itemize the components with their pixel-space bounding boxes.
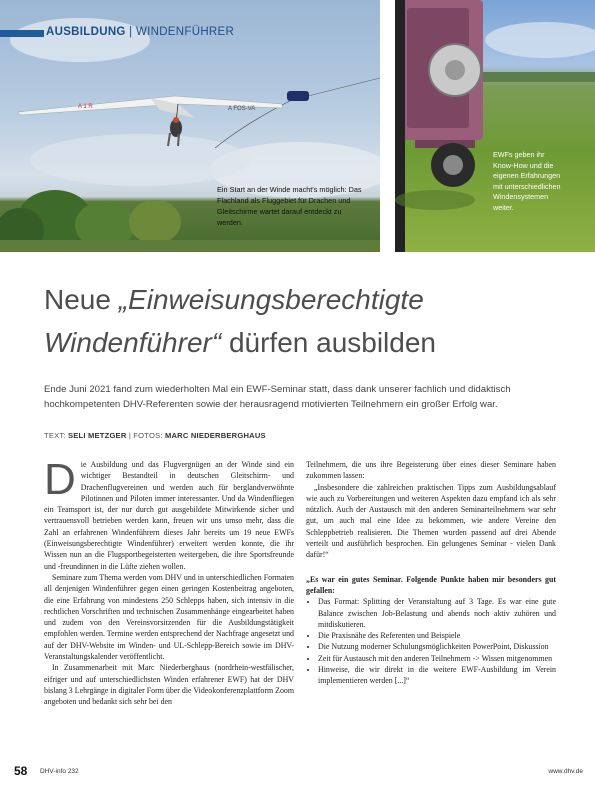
list-item: • Das Format: Splitting der Veranstaltung auf 3 Tage. Es war eine gute Balance zwischen Job-Belastung und abends noch aktiv zuhören und mitdiskutieren.	[318, 596, 556, 630]
drop-cap: D	[44, 455, 76, 504]
article-headline	[44, 278, 564, 364]
paragraph-1	[44, 455, 294, 572]
headline-part2: dürfen ausbilden	[221, 327, 436, 358]
paragraph-4: Teilnehmern, die uns ihre Begeisterung über eines dieser Seminare haben zukommen lassen:	[306, 460, 556, 481]
kicker-category: AUSBILDUNG	[46, 26, 126, 38]
quote-heading: „Es war ein gutes Seminar. Folgende Punkte haben mir besonders gut gefallen:	[306, 574, 556, 595]
glider-sail-text: A 1 R	[78, 104, 93, 110]
footer-url: www.dhv.de	[548, 768, 583, 775]
byline-photo-label: | FOTOS:	[128, 431, 163, 440]
feedback-bullet-list	[306, 596, 556, 686]
paragraph-2: Seminare zum Thema werden vom DHV und in unterschiedlichen Formaten all denjenigen Windenführer gegen einen geringen Kostenbeitrag angeboten, die eine Erfahrung von mindestens 250 Schlepps haben, sich intensiv in die rechtlichen Vorschriften und technischen Zusammenhänge eingearbeitet haben und zudem von den Vereinsvorsitzenden für die Ausbildungstätigkeit empfohlen werden. Termine werden entsprechend der Nachfrage angesetzt und auf der DHV-Website im Winden- und UL-Schlepp-Bereich sowie im DHV-Veranstaltungskalender veröffentlicht.	[44, 572, 294, 662]
kicker-separator: |	[125, 26, 136, 38]
right-photo-caption: EWFs geben ihr Know-How und die eigenen Erfahrungen mit unterschiedlichen Windensystemen weiter.	[493, 150, 561, 212]
winch-photo	[395, 0, 595, 252]
glider-registration-text: A FOS-VA	[228, 106, 256, 112]
left-photo-caption: Ein Start an der Winde macht's möglich: Das Flachland als Fluggebiet für Drachen und Gleitschirme wartet darauf entdeckt zu werden.	[217, 185, 362, 227]
page-number: 58	[14, 764, 28, 778]
paragraph-3: In Zusammenarbeit mit Marc Niederberghaus (nordrhein-westfälischer, eifriger und auf unterschiedlichsten Winden erfahrener EWF) hat der DHV bislang 3 Lehrgänge in digitaler Form über die Videokonferenzplattform Zoom angeboten und bedankt sich sehr bei den	[44, 663, 294, 707]
list-item: • Zeit für Austausch mit den anderen Teilnehmern -> Wissen mitgenommen	[318, 653, 556, 664]
list-item: • Hinweise, die wir direkt in die weitere EWF-Ausbildung im Verein implementieren werden [...]“	[318, 664, 556, 687]
article-byline	[44, 431, 266, 440]
headline-italic: „Einweisungsberechtigte Windenführer“	[44, 284, 424, 358]
list-item: • Die Nutzung moderner Schulungsmöglichkeiten PowerPoint, Diskussion	[318, 641, 556, 652]
byline-text-label: TEXT:	[44, 431, 66, 440]
list-item: • Die Praxisnähe des Referenten und Beispiele	[318, 630, 556, 641]
byline-photographer: MARC NIEDERBERGHAUS	[164, 431, 266, 440]
headline-part1: Neue	[44, 284, 119, 315]
byline-author: SELI METZGER	[68, 431, 127, 440]
kicker-topic: WINDENFÜHRER	[135, 26, 235, 38]
magazine-issue: DHV-info 232	[40, 768, 79, 775]
kicker-accent-bar	[0, 30, 44, 37]
body-column-right	[306, 459, 556, 687]
paragraph-5-quote: „Insbesondere die zahlreichen praktischen Tipps zum Ausbildungsablauf wie auch zu Vorbereitungen und weiteren Aspekten dazu empfand ich als sehr nützlich. Auch der Austausch mit den anderen Seminarteilnehmern war sehr gut, um auch mal eine Idee zu bekommen, wie andere Vereine den Schleppbetrieb realisieren. Die Themen wurden passend auf drei Abende verteilt und ausführlich besprochen. Ein gelungenes Seminar - vielen Dank dafür!“	[306, 482, 556, 560]
article-lead: Ende Juni 2021 fand zum wiederholten Mal ein EWF-Seminar statt, dass dank unserer fachlich und didaktisch hochkompetenten DHV-Referenten sowie der herausragend motivierten Teilnehmern ein großer Erfolg war.	[44, 384, 511, 410]
winch-illustration	[395, 0, 595, 252]
section-kicker	[46, 26, 234, 38]
body-column-left	[44, 455, 294, 708]
paragraph-1-text: ie Ausbildung und das Flugvergnügen an der Winde sind ein wichtiger Bestandteil in deutschen Gleitschirm- und Drachenflugvereinen und werden auch für berglandverwöhnte Pilotinnen und Piloten immer interessanter. Und da Windenfliegen ein Teamsport ist, der nur durch gut ausgebildete Mitwirkende sicher und vertrauensvoll betrieben werden kann, freuen wir uns umso mehr, dass die Zahl an erfahrenen Windenführern dieses Jahr bereits um 19 neue EWFs (Einweisungsberechtigte Windenführer) erweitert werden konnte, die ihr Wissen nun an die Flugsportbegeisterten weitergeben, die ihre Sportsfreunde und -freundinnen in die Lüfte ziehen wollen.	[44, 460, 294, 571]
